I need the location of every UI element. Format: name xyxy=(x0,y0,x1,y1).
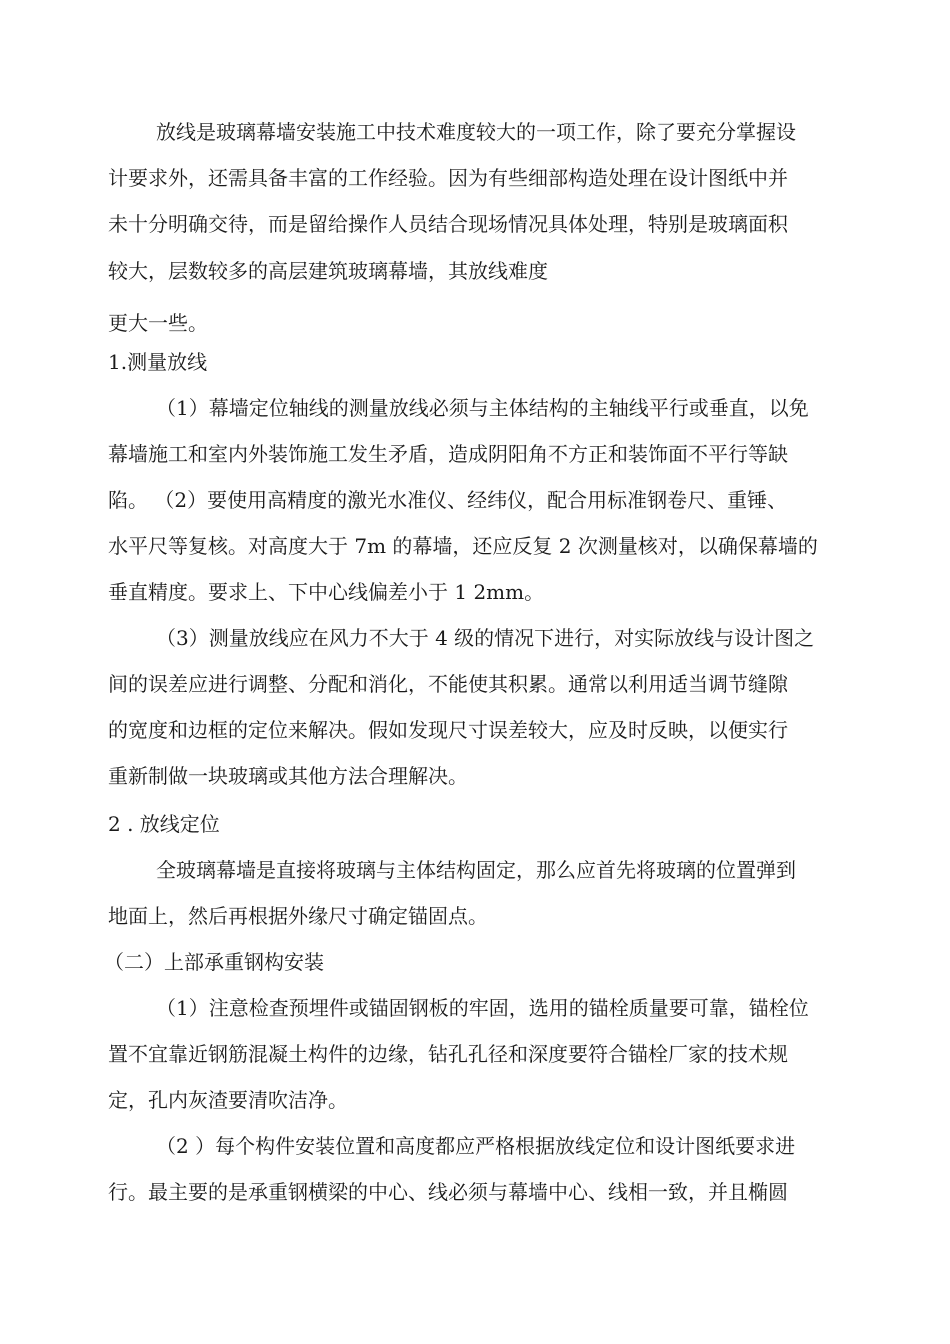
paragraph-line: 较大，层数较多的高层建筑玻璃幕墙，其放线难度 xyxy=(108,259,548,283)
paragraph-line: 水平尺等复核。对高度大于 7m 的幕墙，还应反复 2 次测量核对，以确保幕墙的 xyxy=(108,534,818,558)
paragraph-line: 更大一些。 xyxy=(108,311,208,335)
paragraph-line: 放线是玻璃幕墙安装施工中技术难度较大的一项工作，除了要充分掌握设 xyxy=(156,120,796,144)
paragraph-line: 计要求外，还需具备丰富的工作经验。因为有些细部构造处理在设计图纸中并 xyxy=(108,166,788,190)
paragraph-line: 未十分明确交待，而是留给操作人员结合现场情况具体处理，特别是玻璃面积 xyxy=(108,212,788,236)
paragraph-line: 重新制做一块玻璃或其他方法合理解决。 xyxy=(108,764,468,788)
paragraph-line: 垂直精度。要求上、下中心线偏差小于 1 2mm。 xyxy=(108,580,545,604)
section-heading: 1.测量放线 xyxy=(108,350,208,374)
paragraph-line: （2 ）每个构件安装位置和高度都应严格根据放线定位和设计图纸要求进 xyxy=(156,1134,796,1158)
paragraph-line: （1）注意检查预埋件或锚固钢板的牢固，选用的锚栓质量要可靠，锚栓位 xyxy=(156,996,809,1020)
paragraph-line: （3）测量放线应在风力不大于 4 级的情况下进行，对实际放线与设计图之 xyxy=(156,626,815,650)
section-heading: 2 . 放线定位 xyxy=(108,812,220,836)
paragraph-line: 陷。 （2）要使用高精度的激光水准仪、经纬仪，配合用标准钢卷尺、重锤、 xyxy=(108,488,788,512)
paragraph-line: 地面上，然后再根据外缘尺寸确定锚固点。 xyxy=(108,904,488,928)
paragraph-line: 置不宜靠近钢筋混凝土构件的边缘，钻孔孔径和深度要符合锚栓厂家的技术规 xyxy=(108,1042,788,1066)
paragraph-line: 的宽度和边框的定位来解决。假如发现尺寸误差较大，应及时反映，以便实行 xyxy=(108,718,788,742)
paragraph-line: 幕墙施工和室内外装饰施工发生矛盾，造成阴阳角不方正和装饰面不平行等缺 xyxy=(108,442,788,466)
paragraph-line: 全玻璃幕墙是直接将玻璃与主体结构固定，那么应首先将玻璃的位置弹到 xyxy=(156,858,796,882)
paragraph-line: 行。最主要的是承重钢横梁的中心、线必须与幕墙中心、线相一致，并且椭圆 xyxy=(108,1180,788,1204)
paragraph-line: 定，孔内灰渣要清吹洁净。 xyxy=(108,1088,348,1112)
section-heading: （二）上部承重钢构安装 xyxy=(104,950,324,974)
paragraph-line: 间的误差应进行调整、分配和消化，不能使其积累。通常以利用适当调节缝隙 xyxy=(108,672,788,696)
paragraph-line: （1）幕墙定位轴线的测量放线必须与主体结构的主轴线平行或垂直，以免 xyxy=(156,396,809,420)
